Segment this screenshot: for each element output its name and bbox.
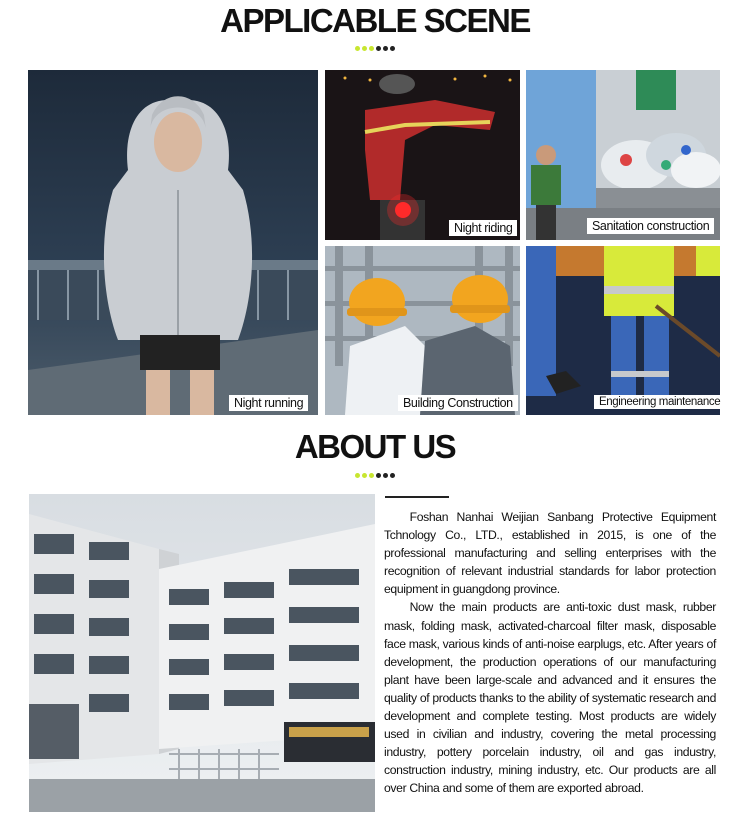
accent-dot — [369, 46, 374, 51]
accent-dot — [355, 46, 360, 51]
sanitation-construction-photo — [526, 70, 720, 240]
building-construction-caption: Building Construction — [398, 395, 518, 411]
dark-dot — [383, 46, 388, 51]
accent-dot — [369, 473, 374, 478]
building-construction-photo — [325, 246, 520, 415]
night-running-caption: Night running — [229, 395, 308, 411]
dark-dot — [376, 46, 381, 51]
accent-dot — [362, 46, 367, 51]
dark-dot — [390, 473, 395, 478]
engineering-maintenance-caption: Engineering maintenance — [594, 395, 725, 409]
about-us-title: ABOUT US — [294, 428, 456, 465]
applicable-scene-title: APPLICABLE SCENE — [220, 2, 530, 39]
dark-dot — [390, 46, 395, 51]
about-paragraph: Foshan Nanhai Weijian Sanbang Protective Equipment Tchnology Co., LTD., established in 2015, is one of the professional manufacturing and selling enterprises with the recognition of relevant industrial standards for labor protection equipment in guangdong province. — [384, 510, 716, 597]
accent-dot — [355, 473, 360, 478]
night-running-photo — [28, 70, 318, 415]
dark-dot — [376, 473, 381, 478]
about-us-text — [384, 508, 716, 798]
accent-dot — [362, 473, 367, 478]
night-riding-photo — [325, 70, 520, 240]
about-paragraph: Now the main products are anti-toxic dust mask, rubber mask, folding mask, activated-charcoal filter mask, disposable face mask, various kinds of anti-noise earplugs, etc. After years of development, the production operations of our manufacturing plant have been large-scale and advanced and it ensures the quality of products thanks to the ability of systematic research and development and complete testing. Most products are widely used in civilian and industry, covering the metal processing industry, pottery porcelain industry, oil and gas industry, construction industry, mining industry, etc. Our products are all over China and some of them are exported abroad. — [384, 600, 716, 796]
about-title-dots — [0, 473, 750, 478]
sanitation-construction-caption: Sanitation construction — [587, 218, 714, 234]
dark-dot — [383, 473, 388, 478]
night-riding-caption: Night riding — [449, 220, 517, 236]
factory-building-photo — [29, 494, 375, 812]
about-accent-line — [385, 496, 449, 498]
engineering-maintenance-photo — [526, 246, 720, 415]
scene-title-dots — [0, 46, 750, 51]
